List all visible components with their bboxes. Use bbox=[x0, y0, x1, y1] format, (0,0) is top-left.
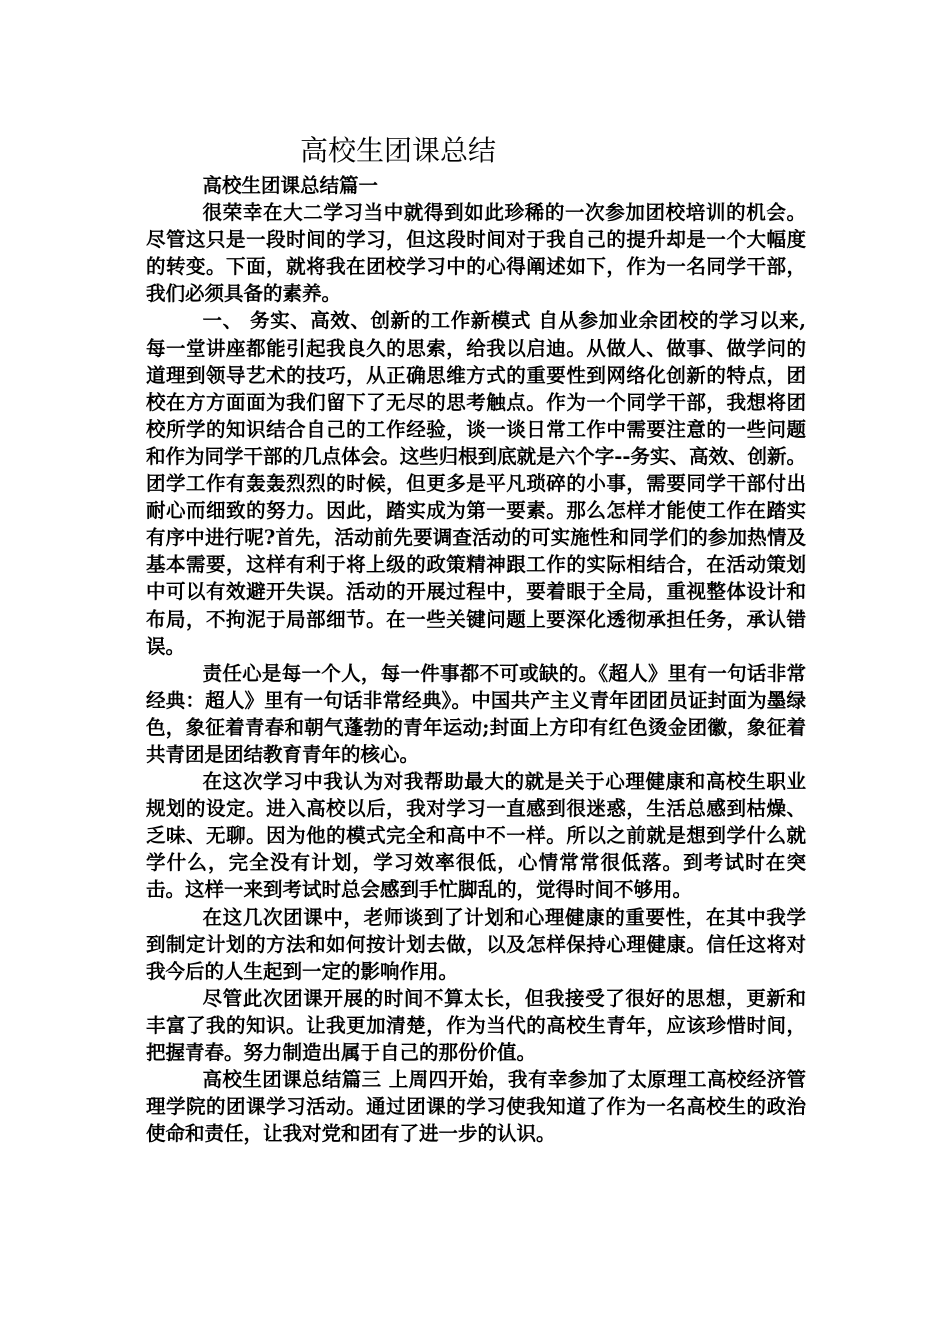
section-heading-1: 高校生团课总结篇一 bbox=[202, 174, 379, 197]
paragraph-mental-health: 在这次学习中我认为对我帮助最大的就是关于心理健康和高校生职业规划的设定。进入高校以后，我对学习一直感到很迷惑，生活总感到枯燥、乏味、无聊。因为他的模式完全和高中不一样。所以之前就是想到学什么就学什么，完全没有计划，学习效率很低，心情常常很低落。到考试时在突击。这样一来到考试时总会感到手忙脚乱的，觉得时间不够用。 bbox=[146, 770, 806, 902]
document-body bbox=[146, 172, 806, 1147]
paragraph-summary-three: 高校生团课总结篇三 上周四开始，我有幸参加了太原理工高校经济管理学院的团课学习活动。通过团课的学习使我知道了作为一名高校生的政治使命和责任，让我对党和团有了进一步的认识。 bbox=[146, 1068, 806, 1146]
paragraph-work-mode: 一、 务实、高效、创新的工作新模式 自从参加业余团校的学习以来,每一堂讲座都能引起我良久的思索，给我以启迪。从做人、做事、做学问的道理到领导艺术的技巧，从正确思维方式的重要性到网络化创新的特点，团校在方方面面为我们留下了无尽的思考触点。作为一个同学干部，我想将团校所学的知识结合自己的工作经验，谈一谈日常工作中需要注意的一些问题和作为同学干部的几点体会。这些归根到底就是六个字--务实、高效、创新。团学工作有轰轰烈烈的时候，但更多是平凡琐碎的小事，需要同学干部付出耐心而细致的努力。因此，踏实成为第一要素。那么怎样才能使工作在踏实有序中进行呢?首先，活动前先要调查活动的可实施性和同学们的参加热情及基本需要，这样有利于将上级的政策精神跟工作的实际相结合，在活动策划中可以有效避开失误。活动的开展过程中，要着眼于全局，重视整体设计和布局，不拘泥于局部细节。在一些关键问题上要深化透彻承担任务，承认错误。 bbox=[146, 309, 806, 658]
paragraph-responsibility: 责任心是每一个人，每一件事都不可或缺的。《超人》里有一句话非常经典：超人》里有一句话非常经典》。中国共产主义青年团团员证封面为墨绿色，象征着青春和朝气蓬勃的青年运动;封面上方印有红色烫金团徽，象征着共青团是团结教育青年的核心。 bbox=[146, 661, 806, 766]
paragraph-planning: 在这几次团课中，老师谈到了计划和心理健康的重要性，在其中我学到制定计划的方法和如何按计划去做，以及怎样保持心理健康。信任这将对我今后的人生起到一定的影响作用。 bbox=[146, 905, 806, 983]
paragraph-conclusion: 尽管此次团课开展的时间不算太长，但我接受了很好的思想，更新和丰富了我的知识。让我更加清楚，作为当代的高校生青年，应该珍惜时间，把握青春。努力制造出属于自己的那份价值。 bbox=[146, 986, 806, 1064]
document-title: 高校生团课总结 bbox=[300, 134, 497, 167]
paragraph-intro: 很荣幸在大二学习当中就得到如此珍稀的一次参加团校培训的机会。尽管这只是一段时间的学习，但这段时间对于我自己的提升却是一个大幅度的转变。下面，就将我在团校学习中的心得阐述如下，作为一名同学干部，我们必须具备的素养。 bbox=[146, 201, 806, 306]
